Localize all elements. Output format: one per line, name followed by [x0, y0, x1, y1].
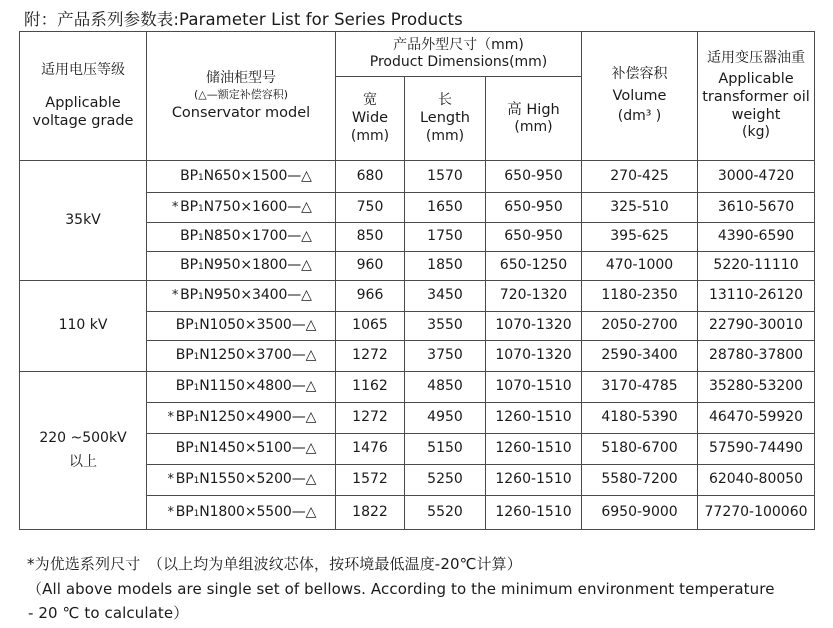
model-subscript: 1 — [197, 292, 204, 303]
header-oil-unit: (kg) — [742, 124, 770, 141]
volume-cell: 3170-4785 — [582, 372, 698, 403]
voltage-suffix: 以上 — [69, 453, 97, 470]
width-cell: 1272 — [336, 341, 405, 372]
length-cell: 4950 — [405, 403, 486, 434]
header-voltage-zh: 适用电压等级 — [41, 62, 125, 79]
model-prefix: BP — [175, 503, 194, 520]
header-dims-zh: 产品外型尺寸（mm) — [393, 36, 524, 53]
model-prefix: BP — [175, 409, 194, 426]
header-width-en: Wide — [351, 110, 389, 127]
oil-cell: 3000-4720 — [698, 161, 815, 193]
page-title: 附：产品系列参数表:Parameter List for Series Products — [24, 10, 463, 29]
model-code: N950×3400—△ — [203, 287, 312, 304]
header-height-label: 高 High — [507, 101, 560, 118]
length-cell: 3750 — [405, 341, 486, 372]
header-model-zh: 储油柜型号 — [206, 69, 276, 86]
oil-cell: 57590-74490 — [698, 434, 815, 465]
model-cell — [147, 223, 336, 252]
voltage-cell — [20, 372, 147, 530]
model-prefix: BP — [180, 228, 198, 245]
model-subscript: 1 — [193, 383, 200, 394]
model-cell — [147, 372, 336, 403]
footer-note-zh: *为优选系列尺寸 （以上均为单组波纹芯体，按环境最低温度-20℃计算） — [27, 555, 522, 573]
model-cell — [147, 403, 336, 434]
model-cell — [147, 496, 336, 530]
volume-cell: 5580-7200 — [582, 465, 698, 496]
length-cell: 5250 — [405, 465, 486, 496]
preferred-star: * — [167, 504, 174, 520]
model-code: N1550×5200—△ — [199, 471, 317, 488]
model-subscript: 1 — [197, 233, 204, 244]
model-code: N1050×3500—△ — [199, 317, 317, 334]
table-row — [20, 161, 815, 193]
model-code: N850×1700—△ — [203, 228, 312, 245]
voltage-cell — [20, 161, 147, 281]
width-cell: 680 — [336, 161, 405, 193]
volume-cell: 2050-2700 — [582, 312, 698, 341]
header-oil — [698, 32, 815, 161]
preferred-star: * — [171, 288, 179, 304]
height-cell: 1260-1510 — [486, 403, 582, 434]
header-length-en: Length — [419, 110, 470, 127]
model-code: N950×1800—△ — [203, 257, 312, 274]
length-cell: 1850 — [405, 252, 486, 281]
footer-note-en-line2: - 20 ℃ to calculate） — [28, 604, 189, 622]
model-subscript: 1 — [197, 262, 204, 273]
height-cell: 1260-1510 — [486, 465, 582, 496]
height-cell: 1070-1510 — [486, 372, 582, 403]
header-height-unit: (mm) — [514, 118, 553, 135]
length-cell: 1570 — [405, 161, 486, 193]
height-cell: 1260-1510 — [486, 496, 582, 530]
model-code: N750×1600—△ — [203, 198, 312, 215]
model-prefix: BP — [175, 347, 194, 364]
voltage-label: 110 kV — [58, 317, 108, 334]
model-subscript: 1 — [193, 508, 200, 519]
header-width-zh: 宽 — [363, 91, 377, 108]
width-cell: 1272 — [336, 403, 405, 434]
model-subscript: 1 — [193, 322, 200, 333]
voltage-label: 220 ~500kV — [39, 430, 127, 446]
model-subscript: 1 — [197, 203, 204, 214]
model-cell — [147, 465, 336, 496]
model-cell — [147, 281, 336, 312]
length-cell: 5520 — [405, 496, 486, 530]
model-code: N1250×3700—△ — [199, 347, 317, 364]
footer-note-en-line1: （All above models are single set of bellows. According to the minimum environment temperature — [27, 580, 775, 598]
header-volume-en: Volume — [612, 87, 667, 104]
model-subscript: 1 — [193, 352, 200, 363]
volume-cell: 1180-2350 — [582, 281, 698, 312]
length-cell: 3450 — [405, 281, 486, 312]
length-cell: 5150 — [405, 434, 486, 465]
volume-cell: 470-1000 — [582, 252, 698, 281]
volume-cell: 325-510 — [582, 193, 698, 223]
voltage-label: 35kV — [65, 211, 101, 228]
length-cell: 3550 — [405, 312, 486, 341]
model-prefix: BP — [180, 287, 198, 304]
model-cell — [147, 193, 336, 223]
length-cell: 1650 — [405, 193, 486, 223]
model-subscript: 1 — [193, 445, 200, 456]
model-subscript: 1 — [193, 414, 200, 425]
preferred-star: * — [167, 472, 174, 488]
height-cell: 650-1250 — [486, 252, 582, 281]
height-cell: 650-950 — [486, 193, 582, 223]
model-prefix: BP — [175, 378, 194, 395]
volume-cell: 6950-9000 — [582, 496, 698, 530]
header-voltage-en: Applicable voltage grade — [32, 94, 134, 129]
length-cell: 1750 — [405, 223, 486, 252]
model-cell — [147, 341, 336, 372]
header-length — [405, 77, 486, 161]
oil-cell: 4390-6590 — [698, 223, 815, 252]
preferred-star: * — [171, 199, 179, 215]
model-cell — [147, 161, 336, 193]
preferred-star: * — [167, 410, 174, 426]
width-cell: 1476 — [336, 434, 405, 465]
model-cell — [147, 434, 336, 465]
model-code: N650×1500—△ — [203, 167, 312, 184]
height-cell: 650-950 — [486, 223, 582, 252]
width-cell: 960 — [336, 252, 405, 281]
oil-cell: 13110-26120 — [698, 281, 815, 312]
model-subscript: 1 — [197, 172, 204, 183]
height-cell: 1260-1510 — [486, 434, 582, 465]
header-volume — [582, 32, 698, 161]
header-volume-zh: 补偿容积 — [611, 66, 668, 83]
model-code: N1450×5100—△ — [199, 440, 317, 457]
oil-cell: 28780-37800 — [698, 341, 815, 372]
model-cell — [147, 252, 336, 281]
oil-cell: 35280-53200 — [698, 372, 815, 403]
model-code: N1250×4900—△ — [199, 409, 317, 426]
model-prefix: BP — [180, 198, 198, 215]
model-code: N1800×5500—△ — [199, 503, 317, 520]
volume-cell: 2590-3400 — [582, 341, 698, 372]
parameter-table — [19, 31, 815, 530]
height-cell: 1070-1320 — [486, 312, 582, 341]
model-prefix: BP — [175, 317, 194, 334]
volume-cell: 395-625 — [582, 223, 698, 252]
oil-cell: 62040-80050 — [698, 465, 815, 496]
volume-cell: 270-425 — [582, 161, 698, 193]
height-cell: 650-950 — [486, 161, 582, 193]
oil-cell: 46470-59920 — [698, 403, 815, 434]
header-oil-en: Applicable transformer oil weight — [702, 70, 810, 124]
volume-cell: 4180-5390 — [582, 403, 698, 434]
table-body — [20, 161, 815, 530]
table-row — [20, 281, 815, 312]
header-model — [147, 32, 336, 161]
header-width-unit: (mm) — [350, 127, 390, 144]
height-cell: 720-1320 — [486, 281, 582, 312]
model-prefix: BP — [175, 440, 194, 457]
length-cell: 4850 — [405, 372, 486, 403]
width-cell: 1822 — [336, 496, 405, 530]
voltage-cell — [20, 281, 147, 372]
width-cell: 1572 — [336, 465, 405, 496]
header-oil-zh: 适用变压器油重 — [707, 50, 806, 67]
header-model-en: Conservator model — [171, 105, 311, 122]
width-cell: 750 — [336, 193, 405, 223]
header-voltage — [20, 32, 147, 161]
width-cell: 1065 — [336, 312, 405, 341]
height-cell: 1070-1320 — [486, 341, 582, 372]
header-height — [486, 77, 582, 161]
header-length-zh: 长 — [438, 91, 452, 108]
header-dimensions — [336, 32, 582, 77]
header-width — [336, 77, 405, 161]
model-prefix: BP — [175, 471, 194, 488]
model-prefix: BP — [180, 257, 198, 274]
model-cell — [147, 312, 336, 341]
table-row — [20, 372, 815, 403]
model-prefix: BP — [180, 167, 198, 184]
volume-cell: 5180-6700 — [582, 434, 698, 465]
header-length-unit: (mm) — [425, 127, 465, 144]
oil-cell: 77270-100060 — [698, 496, 815, 530]
header-model-note: (△—额定补偿容积) — [193, 88, 289, 102]
width-cell: 966 — [336, 281, 405, 312]
model-code: N1150×4800—△ — [199, 378, 317, 395]
model-subscript: 1 — [193, 476, 200, 487]
oil-cell: 3610-5670 — [698, 193, 815, 223]
oil-cell: 22790-30010 — [698, 312, 815, 341]
width-cell: 1162 — [336, 372, 405, 403]
header-volume-unit: (dm³ ) — [617, 108, 662, 125]
width-cell: 850 — [336, 223, 405, 252]
header-dims-en: Product Dimensions(mm) — [369, 54, 548, 70]
oil-cell: 5220-11110 — [698, 252, 815, 281]
